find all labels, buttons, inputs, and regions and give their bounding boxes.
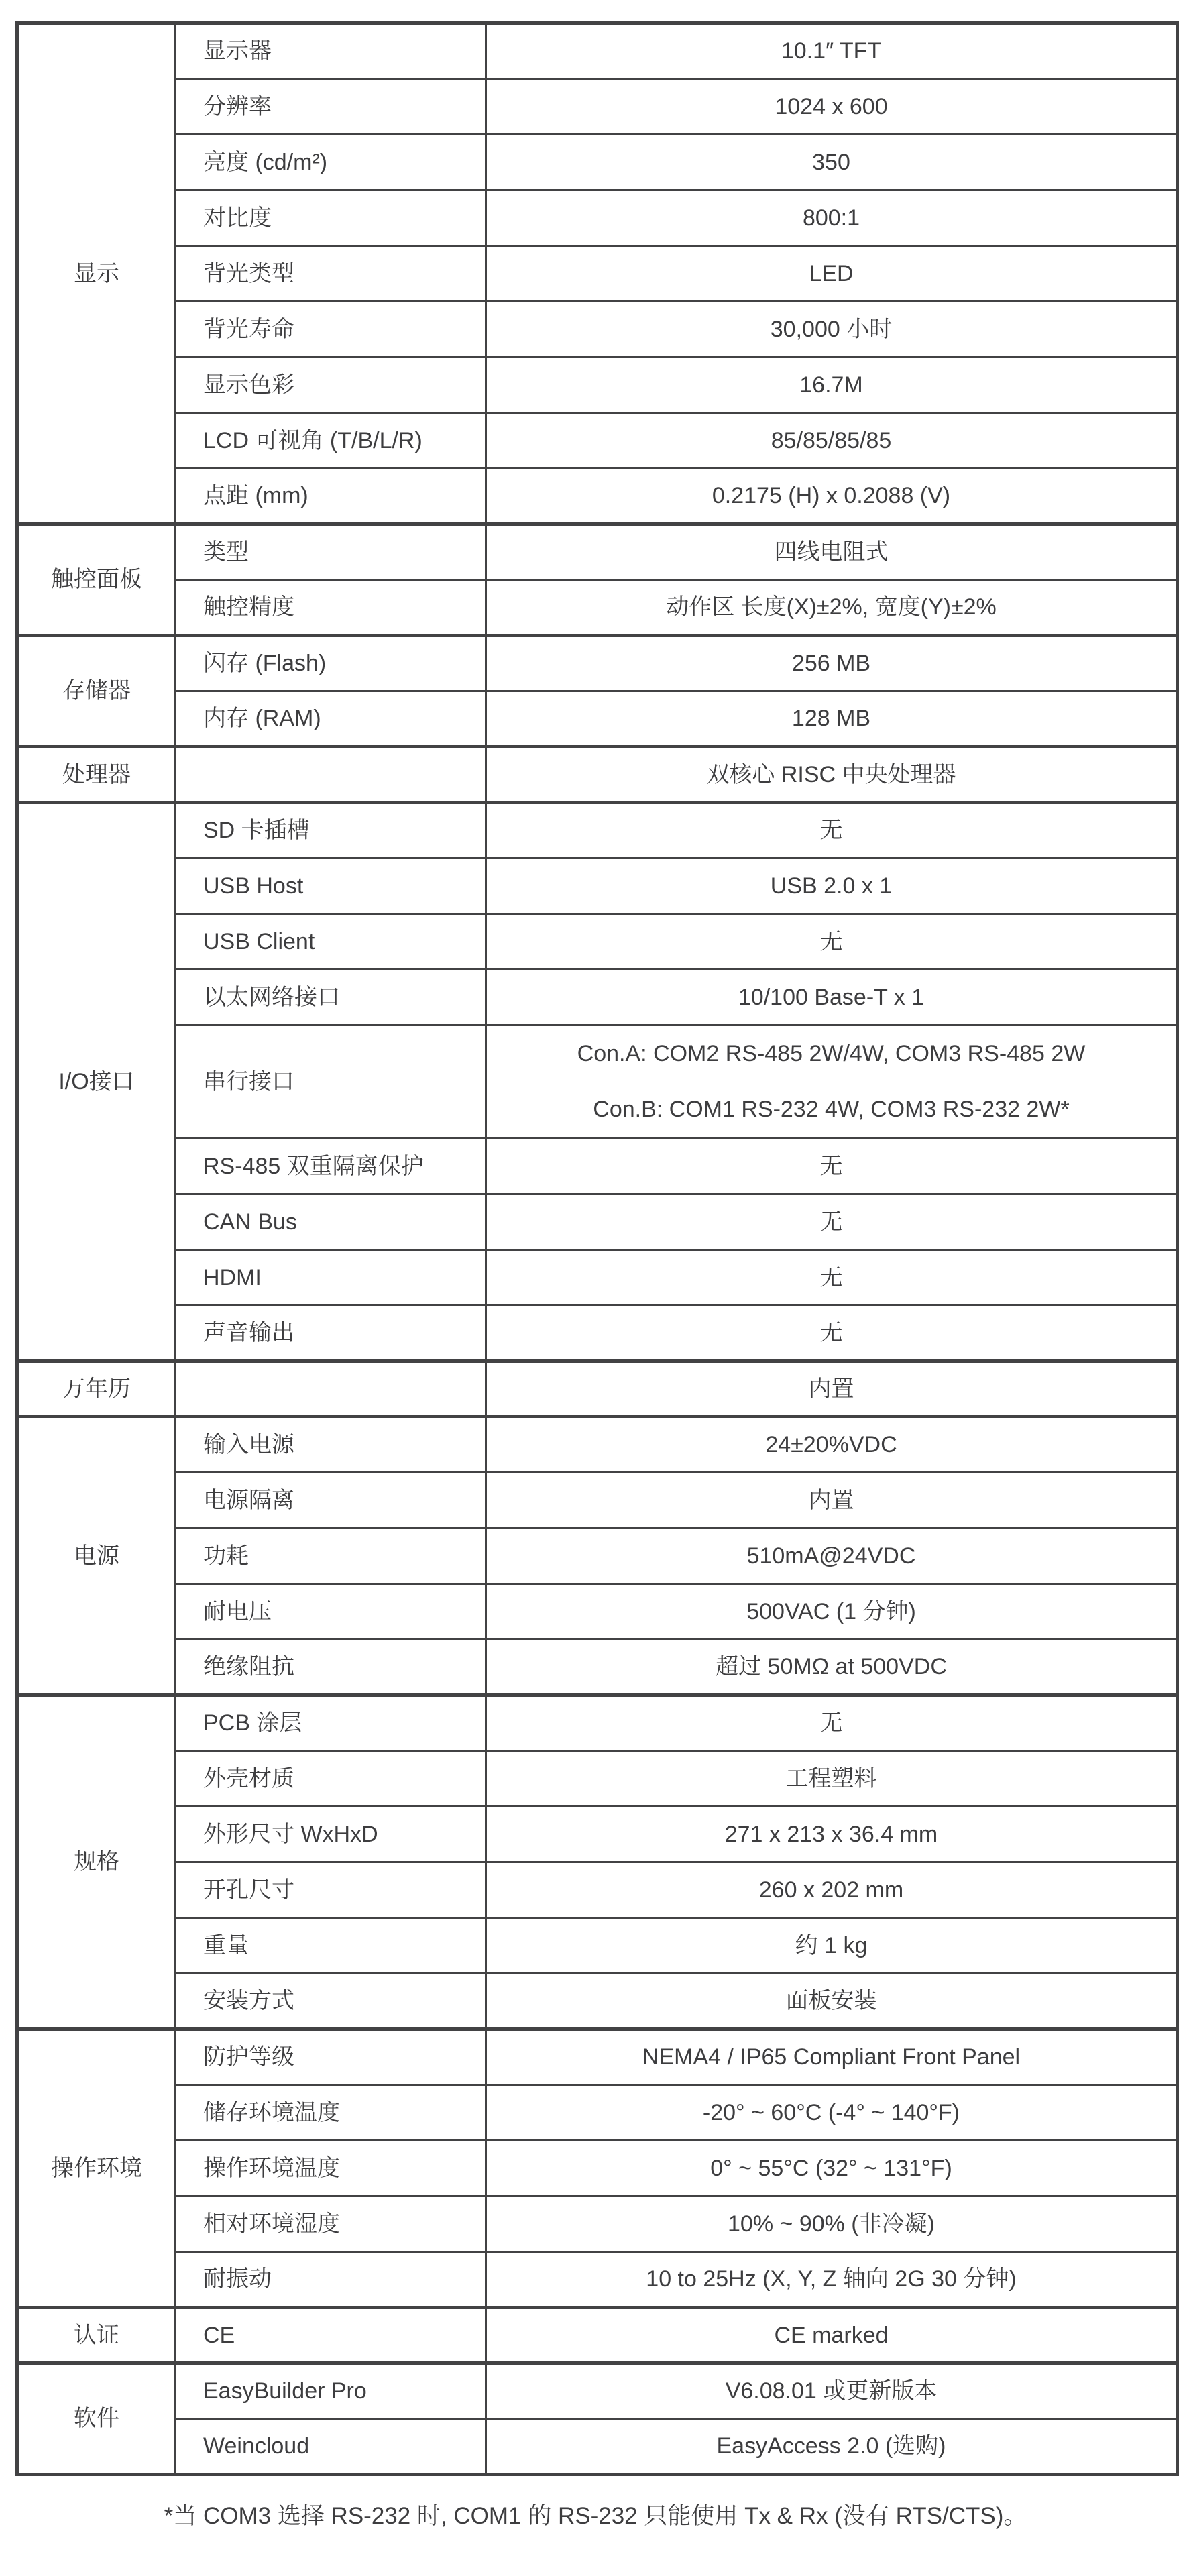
spec-name-cell: PCB 涂层 bbox=[176, 1695, 486, 1751]
spec-value-cell: 260 x 202 mm bbox=[486, 1862, 1178, 1918]
table-row bbox=[17, 1139, 1178, 1194]
spec-value-cell: V6.08.01 或更新版本 bbox=[486, 2363, 1178, 2419]
spec-name-cell: 绝缘阻抗 bbox=[176, 1640, 486, 1695]
spec-value-cell: 动作区 长度(X)±2%, 宽度(Y)±2% bbox=[486, 580, 1178, 636]
table-row bbox=[17, 1584, 1178, 1640]
spec-name-cell: 背光类型 bbox=[176, 246, 486, 302]
table-row bbox=[17, 914, 1178, 970]
spec-value-cell: EasyAccess 2.0 (选购) bbox=[486, 2419, 1178, 2475]
spec-value-cell: 0° ~ 55°C (32° ~ 131°F) bbox=[486, 2141, 1178, 2196]
category-cell: I/O接口 bbox=[17, 803, 176, 1361]
spec-value-line: Con.A: COM2 RS-485 2W/4W, COM3 RS-485 2W bbox=[577, 1041, 1086, 1067]
spec-name-cell: 显示器 bbox=[176, 23, 486, 79]
spec-name-cell: 防护等级 bbox=[176, 2029, 486, 2085]
spec-name-cell: CAN Bus bbox=[176, 1194, 486, 1250]
spec-value-cell: 16.7M bbox=[486, 357, 1178, 413]
category-cell: 软件 bbox=[17, 2363, 176, 2475]
spec-value-cell: 无 bbox=[486, 1250, 1178, 1306]
category-cell: 操作环境 bbox=[17, 2029, 176, 2308]
category-cell: 认证 bbox=[17, 2308, 176, 2363]
table-row bbox=[17, 1473, 1178, 1528]
spec-value-cell: 510mA@24VDC bbox=[486, 1528, 1178, 1584]
spec-value-cell: 面板安装 bbox=[486, 1974, 1178, 2029]
spec-value-cell: 500VAC (1 分钟) bbox=[486, 1584, 1178, 1640]
spec-value-cell: 无 bbox=[486, 914, 1178, 970]
spec-name-cell bbox=[176, 1361, 486, 1417]
spec-value-cell: 无 bbox=[486, 1695, 1178, 1751]
table-row bbox=[17, 302, 1178, 357]
spec-name-cell: 耐振动 bbox=[176, 2252, 486, 2308]
spec-value-cell: 双核心 RISC 中央处理器 bbox=[486, 747, 1178, 803]
category-cell: 规格 bbox=[17, 1695, 176, 2029]
table-row bbox=[17, 1751, 1178, 1807]
spec-value-cell: 10/100 Base-T x 1 bbox=[486, 970, 1178, 1025]
table-row bbox=[17, 2085, 1178, 2141]
spec-name-cell: CE bbox=[176, 2308, 486, 2363]
table-row bbox=[17, 636, 1178, 691]
spec-value-cell: 工程塑料 bbox=[486, 1751, 1178, 1807]
spec-name-cell: HDMI bbox=[176, 1250, 486, 1306]
spec-value-cell: 256 MB bbox=[486, 636, 1178, 691]
spec-name-cell: 操作环境温度 bbox=[176, 2141, 486, 2196]
spec-value-cell: 四线电阻式 bbox=[486, 524, 1178, 580]
table-row bbox=[17, 2141, 1178, 2196]
table-row bbox=[17, 2029, 1178, 2085]
table-row bbox=[17, 2419, 1178, 2475]
table-row bbox=[17, 1862, 1178, 1918]
table-row bbox=[17, 1918, 1178, 1974]
table-row bbox=[17, 135, 1178, 190]
table-row bbox=[17, 1974, 1178, 2029]
footnote: *当 COM3 选择 RS-232 时, COM1 的 RS-232 只能使用 Tx & Rx (没有 RTS/CTS)。 bbox=[164, 2503, 1027, 2529]
spec-value-cell: 超过 50MΩ at 500VDC bbox=[486, 1640, 1178, 1695]
spec-value-cell: 350 bbox=[486, 135, 1178, 190]
spec-value-cell: 无 bbox=[486, 1139, 1178, 1194]
category-cell: 处理器 bbox=[17, 747, 176, 803]
spec-value-line: Con.B: COM1 RS-232 4W, COM3 RS-232 2W* bbox=[593, 1097, 1070, 1123]
spec-name-cell: LCD 可视角 (T/B/L/R) bbox=[176, 413, 486, 469]
spec-value-cell: 85/85/85/85 bbox=[486, 413, 1178, 469]
table-row bbox=[17, 246, 1178, 302]
spec-value-cell: 无 bbox=[486, 1306, 1178, 1361]
spec-name-cell: RS-485 双重隔离保护 bbox=[176, 1139, 486, 1194]
spec-name-cell: 闪存 (Flash) bbox=[176, 636, 486, 691]
spec-table bbox=[15, 21, 1179, 2476]
spec-value-cell: 1024 x 600 bbox=[486, 79, 1178, 135]
spec-name-cell: 声音输出 bbox=[176, 1306, 486, 1361]
spec-value-cell: 128 MB bbox=[486, 691, 1178, 747]
spec-value-cell: 无 bbox=[486, 1194, 1178, 1250]
spec-name-cell bbox=[176, 747, 486, 803]
table-row bbox=[17, 2308, 1178, 2363]
spec-name-cell: SD 卡插槽 bbox=[176, 803, 486, 858]
spec-value-cell: 10.1″ TFT bbox=[486, 23, 1178, 79]
spec-name-cell: 外形尺寸 WxHxD bbox=[176, 1807, 486, 1862]
table-row bbox=[17, 1250, 1178, 1306]
spec-value-cell: 10 to 25Hz (X, Y, Z 轴向 2G 30 分钟) bbox=[486, 2252, 1178, 2308]
table-row bbox=[17, 2196, 1178, 2252]
spec-name-cell: 点距 (mm) bbox=[176, 469, 486, 524]
spec-name-cell: 安装方式 bbox=[176, 1974, 486, 2029]
spec-name-cell: 输入电源 bbox=[176, 1417, 486, 1473]
spec-name-cell: 电源隔离 bbox=[176, 1473, 486, 1528]
table-row bbox=[17, 23, 1178, 79]
table-row bbox=[17, 1417, 1178, 1473]
spec-value-cell: LED bbox=[486, 246, 1178, 302]
table-row bbox=[17, 190, 1178, 246]
table-row bbox=[17, 1306, 1178, 1361]
spec-name-cell: 外壳材质 bbox=[176, 1751, 486, 1807]
table-row bbox=[17, 1807, 1178, 1862]
spec-name-cell: 相对环境湿度 bbox=[176, 2196, 486, 2252]
spec-name-cell: 串行接口 bbox=[176, 1025, 486, 1139]
table-row bbox=[17, 413, 1178, 469]
spec-value-cell: NEMA4 / IP65 Compliant Front Panel bbox=[486, 2029, 1178, 2085]
spec-value-cell: 内置 bbox=[486, 1473, 1178, 1528]
spec-value-cell: 内置 bbox=[486, 1361, 1178, 1417]
table-row bbox=[17, 524, 1178, 580]
spec-name-cell: 功耗 bbox=[176, 1528, 486, 1584]
table-row bbox=[17, 803, 1178, 858]
spec-value-cell: -20° ~ 60°C (-4° ~ 140°F) bbox=[486, 2085, 1178, 2141]
spec-name-cell: USB Host bbox=[176, 858, 486, 914]
spec-name-cell: 内存 (RAM) bbox=[176, 691, 486, 747]
spec-name-cell: Weincloud bbox=[176, 2419, 486, 2475]
category-cell: 存储器 bbox=[17, 636, 176, 747]
spec-name-cell: 对比度 bbox=[176, 190, 486, 246]
spec-value-cell: 约 1 kg bbox=[486, 1918, 1178, 1974]
table-row bbox=[17, 1640, 1178, 1695]
spec-name-cell: 耐电压 bbox=[176, 1584, 486, 1640]
spec-name-cell: 分辨率 bbox=[176, 79, 486, 135]
table-row bbox=[17, 1194, 1178, 1250]
spec-name-cell: 储存环境温度 bbox=[176, 2085, 486, 2141]
spec-value-cell: 30,000 小时 bbox=[486, 302, 1178, 357]
spec-name-cell: 亮度 (cd/m²) bbox=[176, 135, 486, 190]
spec-name-cell: 以太网络接口 bbox=[176, 970, 486, 1025]
spec-value-cell: 0.2175 (H) x 0.2088 (V) bbox=[486, 469, 1178, 524]
spec-name-cell: 开孔尺寸 bbox=[176, 1862, 486, 1918]
spec-value-cell: USB 2.0 x 1 bbox=[486, 858, 1178, 914]
spec-name-cell: USB Client bbox=[176, 914, 486, 970]
spec-name-cell: 背光寿命 bbox=[176, 302, 486, 357]
spec-value-cell: CE marked bbox=[486, 2308, 1178, 2363]
table-row bbox=[17, 691, 1178, 747]
spec-name-cell: 显示色彩 bbox=[176, 357, 486, 413]
category-cell: 显示 bbox=[17, 23, 176, 524]
table-row bbox=[17, 79, 1178, 135]
category-cell: 电源 bbox=[17, 1417, 176, 1695]
table-row bbox=[17, 2252, 1178, 2308]
spec-name-cell: 重量 bbox=[176, 1918, 486, 1974]
table-row bbox=[17, 469, 1178, 524]
table-row bbox=[17, 1025, 1178, 1139]
category-cell: 触控面板 bbox=[17, 524, 176, 636]
table-row bbox=[17, 1528, 1178, 1584]
spec-name-cell: EasyBuilder Pro bbox=[176, 2363, 486, 2419]
table-row bbox=[17, 1361, 1178, 1417]
spec-value-cell: 271 x 213 x 36.4 mm bbox=[486, 1807, 1178, 1862]
spec-value-cell bbox=[486, 1025, 1178, 1139]
table-row bbox=[17, 580, 1178, 636]
spec-name-cell: 类型 bbox=[176, 524, 486, 580]
category-cell: 万年历 bbox=[17, 1361, 176, 1417]
table-row bbox=[17, 858, 1178, 914]
spec-value-cell: 24±20%VDC bbox=[486, 1417, 1178, 1473]
spec-value-cell: 无 bbox=[486, 803, 1178, 858]
spec-name-cell: 触控精度 bbox=[176, 580, 486, 636]
spec-value-cell: 800:1 bbox=[486, 190, 1178, 246]
table-row bbox=[17, 747, 1178, 803]
table-row bbox=[17, 1695, 1178, 1751]
spec-value-cell: 10% ~ 90% (非冷凝) bbox=[486, 2196, 1178, 2252]
table-row bbox=[17, 970, 1178, 1025]
table-row bbox=[17, 357, 1178, 413]
table-row bbox=[17, 2363, 1178, 2419]
